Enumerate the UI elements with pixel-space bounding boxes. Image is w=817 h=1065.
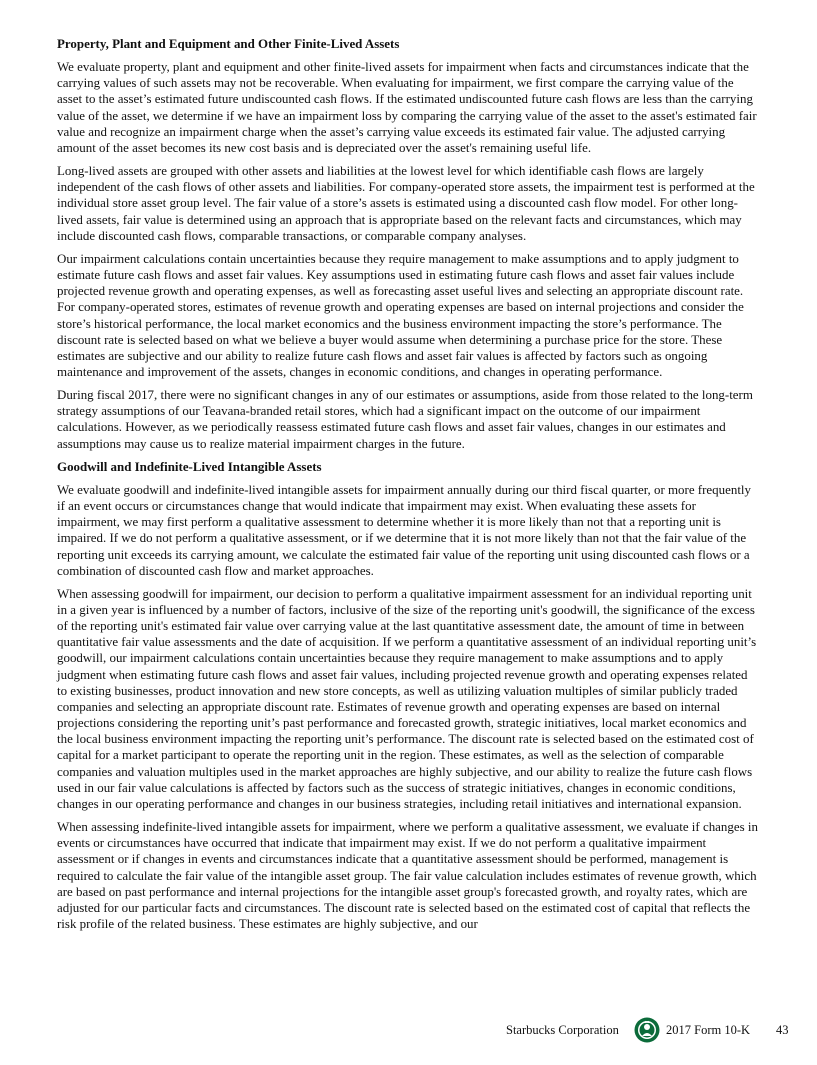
document-body <box>57 36 760 939</box>
footer-company-name: Starbucks Corporation <box>506 1023 619 1037</box>
section-ppe <box>57 36 760 452</box>
paragraph: We evaluate property, plant and equipment and other finite-lived assets for impairment when facts and circumstances indicate that the carrying values of such assets may not be recoverable. When evaluating for impairment, we first compare the carrying value of the asset to the asset’s estimated future undiscounted cash flows. If the estimated undiscounted future cash flows are less than the carrying value of the asset, we determine if we have an impairment loss by comparing the carrying value of the asset to the asset's estimated fair value and recognize an impairment charge when the asset’s carrying value exceeds its estimated fair value. The adjusted carrying amount of the asset becomes its new cost basis and is depreciated over the asset's remaining useful life. <box>57 59 757 155</box>
paragraph: We evaluate goodwill and indefinite-lived intangible assets for impairment annually during our third fiscal quarter, or more frequently if an event occurs or circumstances change that would indicate that impairment may exist. When evaluating these assets for impairment, we may first perform a qualitative assessment to determine whether it is more likely than not that a reporting unit is impaired. If we do not perform a qualitative assessment, or if we determine that it is not more likely than not that the fair value of the reporting unit exceeds its carrying amount, we calculate the estimated fair value of the reporting unit using discounted cash flows or a combination of discounted cash flow and market approaches. <box>57 481 751 578</box>
footer-form-label: 2017 Form 10-K <box>666 1023 751 1037</box>
paragraph: When assessing goodwill for impairment, our decision to perform a qualitative impairment assessment for an individual reporting unit in a given year is influenced by a number of factors, inclusive of the size of the reporting unit's goodwill, the significance of the excess of the reporting unit's estimated fair value over carrying value at the last quantitative assessment date, the amount of time in between quantitative fair value assessments and the date of acquisition. If we perform a quantitative assessment of an individual reporting unit’s goodwill, our impairment calculations contain uncertainties because they require management to make assumptions and to apply judgment when estimating future cash flows and asset fair values, including projected revenue growth and operating expenses related to existing businesses, product innovation and new store concepts, as well as utilizing valuation multiples of similar publicly traded companies and selecting an appropriate discount rate. Estimates of revenue growth and operating expenses are based on internal projections considering the reporting unit’s past performance and forecasted growth, strategic initiatives, local market economics and the local business environment impacting the reporting unit’s performance. The discount rate is selected based on the estimated cost of capital for a market participant to operate the reporting unit in the region. These estimates, as well as the selection of comparable companies and valuation multiples used in the market approaches are highly subjective, and our ability to realize the future cash flows used in our fair value calculations is affected by factors such as the success of strategic initiatives, changes in economic conditions, changes in our operating performance and changes in our business strategies, including retail initiatives and international expansion. <box>57 585 757 811</box>
page-footer <box>0 1016 817 1046</box>
paragraph: When assessing indefinite-lived intangible assets for impairment, where we perform a qualitative assessment, we evaluate if changes in events or circumstances have occurred that indicate that impairment may exist. If we do not perform a qualitative impairment assessment or if changes in events and circumstances indicate that a quantitative assessment should be performed, management is required to calculate the fair value of the intangible asset group. The fair value calculation includes estimates of revenue growth, which are based on past performance and internal projections for the intangible asset group's forecasted growth, and royalty rates, which are adjusted for our particular facts and circumstances. The discount rate is selected based on the estimated cost of capital that reflects the risk profile of the related business. These estimates are highly subjective, and our <box>57 819 758 931</box>
paragraph: During fiscal 2017, there were no significant changes in any of our estimates or assumptions, aside from those related to the long-term strategy assumptions of our Teavana-branded retail stores, which had a significant impact on the outcome of our impairment calculations. However, as we periodically reassess estimated future cash flows and asset fair values, changes in our estimates and assumptions may cause us to realize material impairment charges in the future. <box>57 387 753 451</box>
paragraph: Long-lived assets are grouped with other assets and liabilities at the lowest level for which identifiable cash flows are largely independent of the cash flows of other assets and liabilities. For company-operated store assets, the impairment test is performed at the individual store asset group level. The fair value of a store’s assets is estimated using a discounted cash flow model. For other long-lived assets, fair value is determined using an approach that is appropriate based on the relevant facts and circumstances, which may include discounted cash flows, comparable transactions, or comparable company analyses. <box>57 163 755 243</box>
paragraph: Our impairment calculations contain uncertainties because they require management to make assumptions and to apply judgment to estimate future cash flows and asset fair values. Key assumptions used in estimating future cash flows and asset fair values include projected revenue growth and operating expenses, as well as forecasting asset useful lives and selecting an appropriate discount rate. For company-operated stores, estimates of revenue growth and operating expenses are based on internal projections and consider the store’s historical performance, the local market economics and the business environment impacting the store’s performance. The discount rate is selected based on what we believe a buyer would assume when determining a purchase price for the store. These estimates are subjective and our ability to realize future cash flows and asset fair values is affected by factors such as ongoing maintenance and improvement of the assets, changes in economic conditions, and changes in operating performance. <box>57 250 744 379</box>
section-heading: Property, Plant and Equipment and Other Finite-Lived Assets <box>57 36 400 51</box>
starbucks-siren-logo-icon <box>634 1017 660 1043</box>
section-heading: Goodwill and Indefinite-Lived Intangible Assets <box>57 458 322 474</box>
page-number: 43 <box>776 1023 789 1037</box>
section-goodwill <box>57 459 760 932</box>
